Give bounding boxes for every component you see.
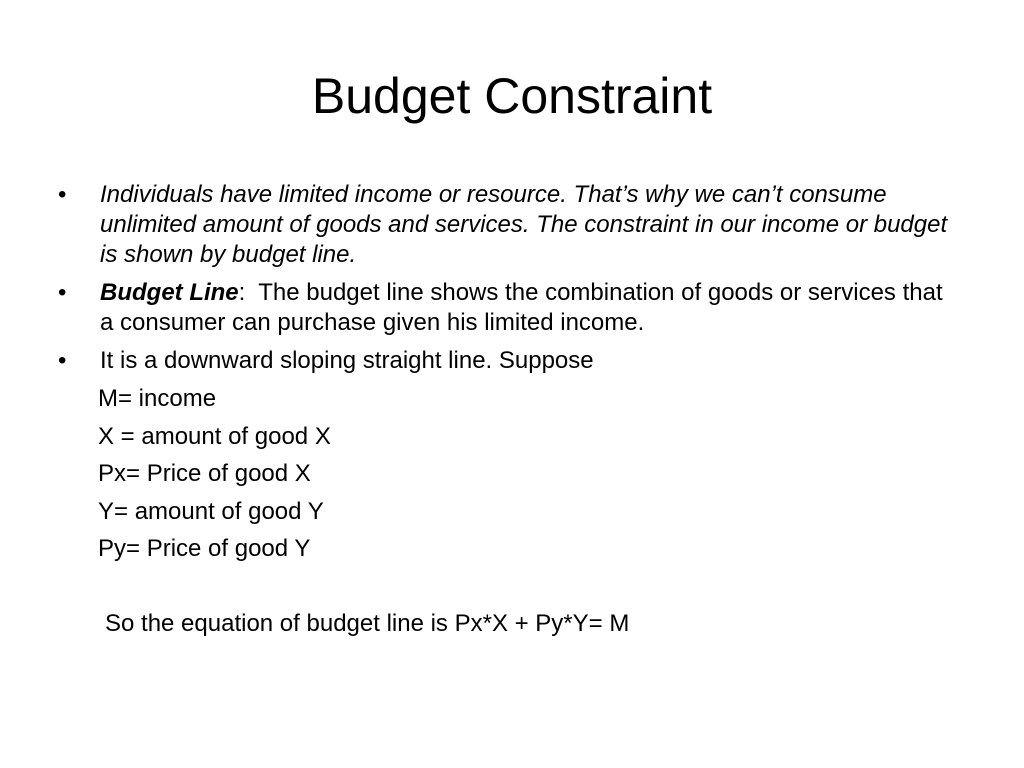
bullet-text: Individuals have limited income or resource. That’s why we can’t consume unlimited amount of goods and services. The constraint in our income or budget is shown by budget line. <box>100 181 948 268</box>
bullet-marker: • <box>58 347 67 374</box>
budget-line-equation: So the equation of budget line is Px*X + Py*Y= M <box>105 610 630 637</box>
bullet-item-limited-income <box>58 180 958 270</box>
slide-title: Budget Constraint <box>311 68 713 124</box>
bullet-text: The budget line shows the combination of goods or services that a consumer can purchase given his limited income. <box>100 279 950 336</box>
definition-income: M= income <box>98 385 217 412</box>
definition-amount-x: X = amount of good X <box>98 422 331 450</box>
bullet-marker: • <box>58 181 67 208</box>
slide-body <box>58 180 958 639</box>
bullet-text: It is a downward sloping straight line. Suppose <box>100 347 594 374</box>
definition-price-x: Px= Price of good X <box>98 460 311 487</box>
bullet-item-downward-sloping <box>58 346 958 376</box>
bullet-item-budget-line <box>58 278 958 338</box>
definition-price-y: Py= Price of good Y <box>98 535 311 562</box>
bullet-term-separator: : <box>238 279 246 306</box>
bullet-marker: • <box>58 279 67 306</box>
bullet-term: Budget Line <box>100 279 239 306</box>
definition-amount-y: Y= amount of good Y <box>98 497 324 525</box>
